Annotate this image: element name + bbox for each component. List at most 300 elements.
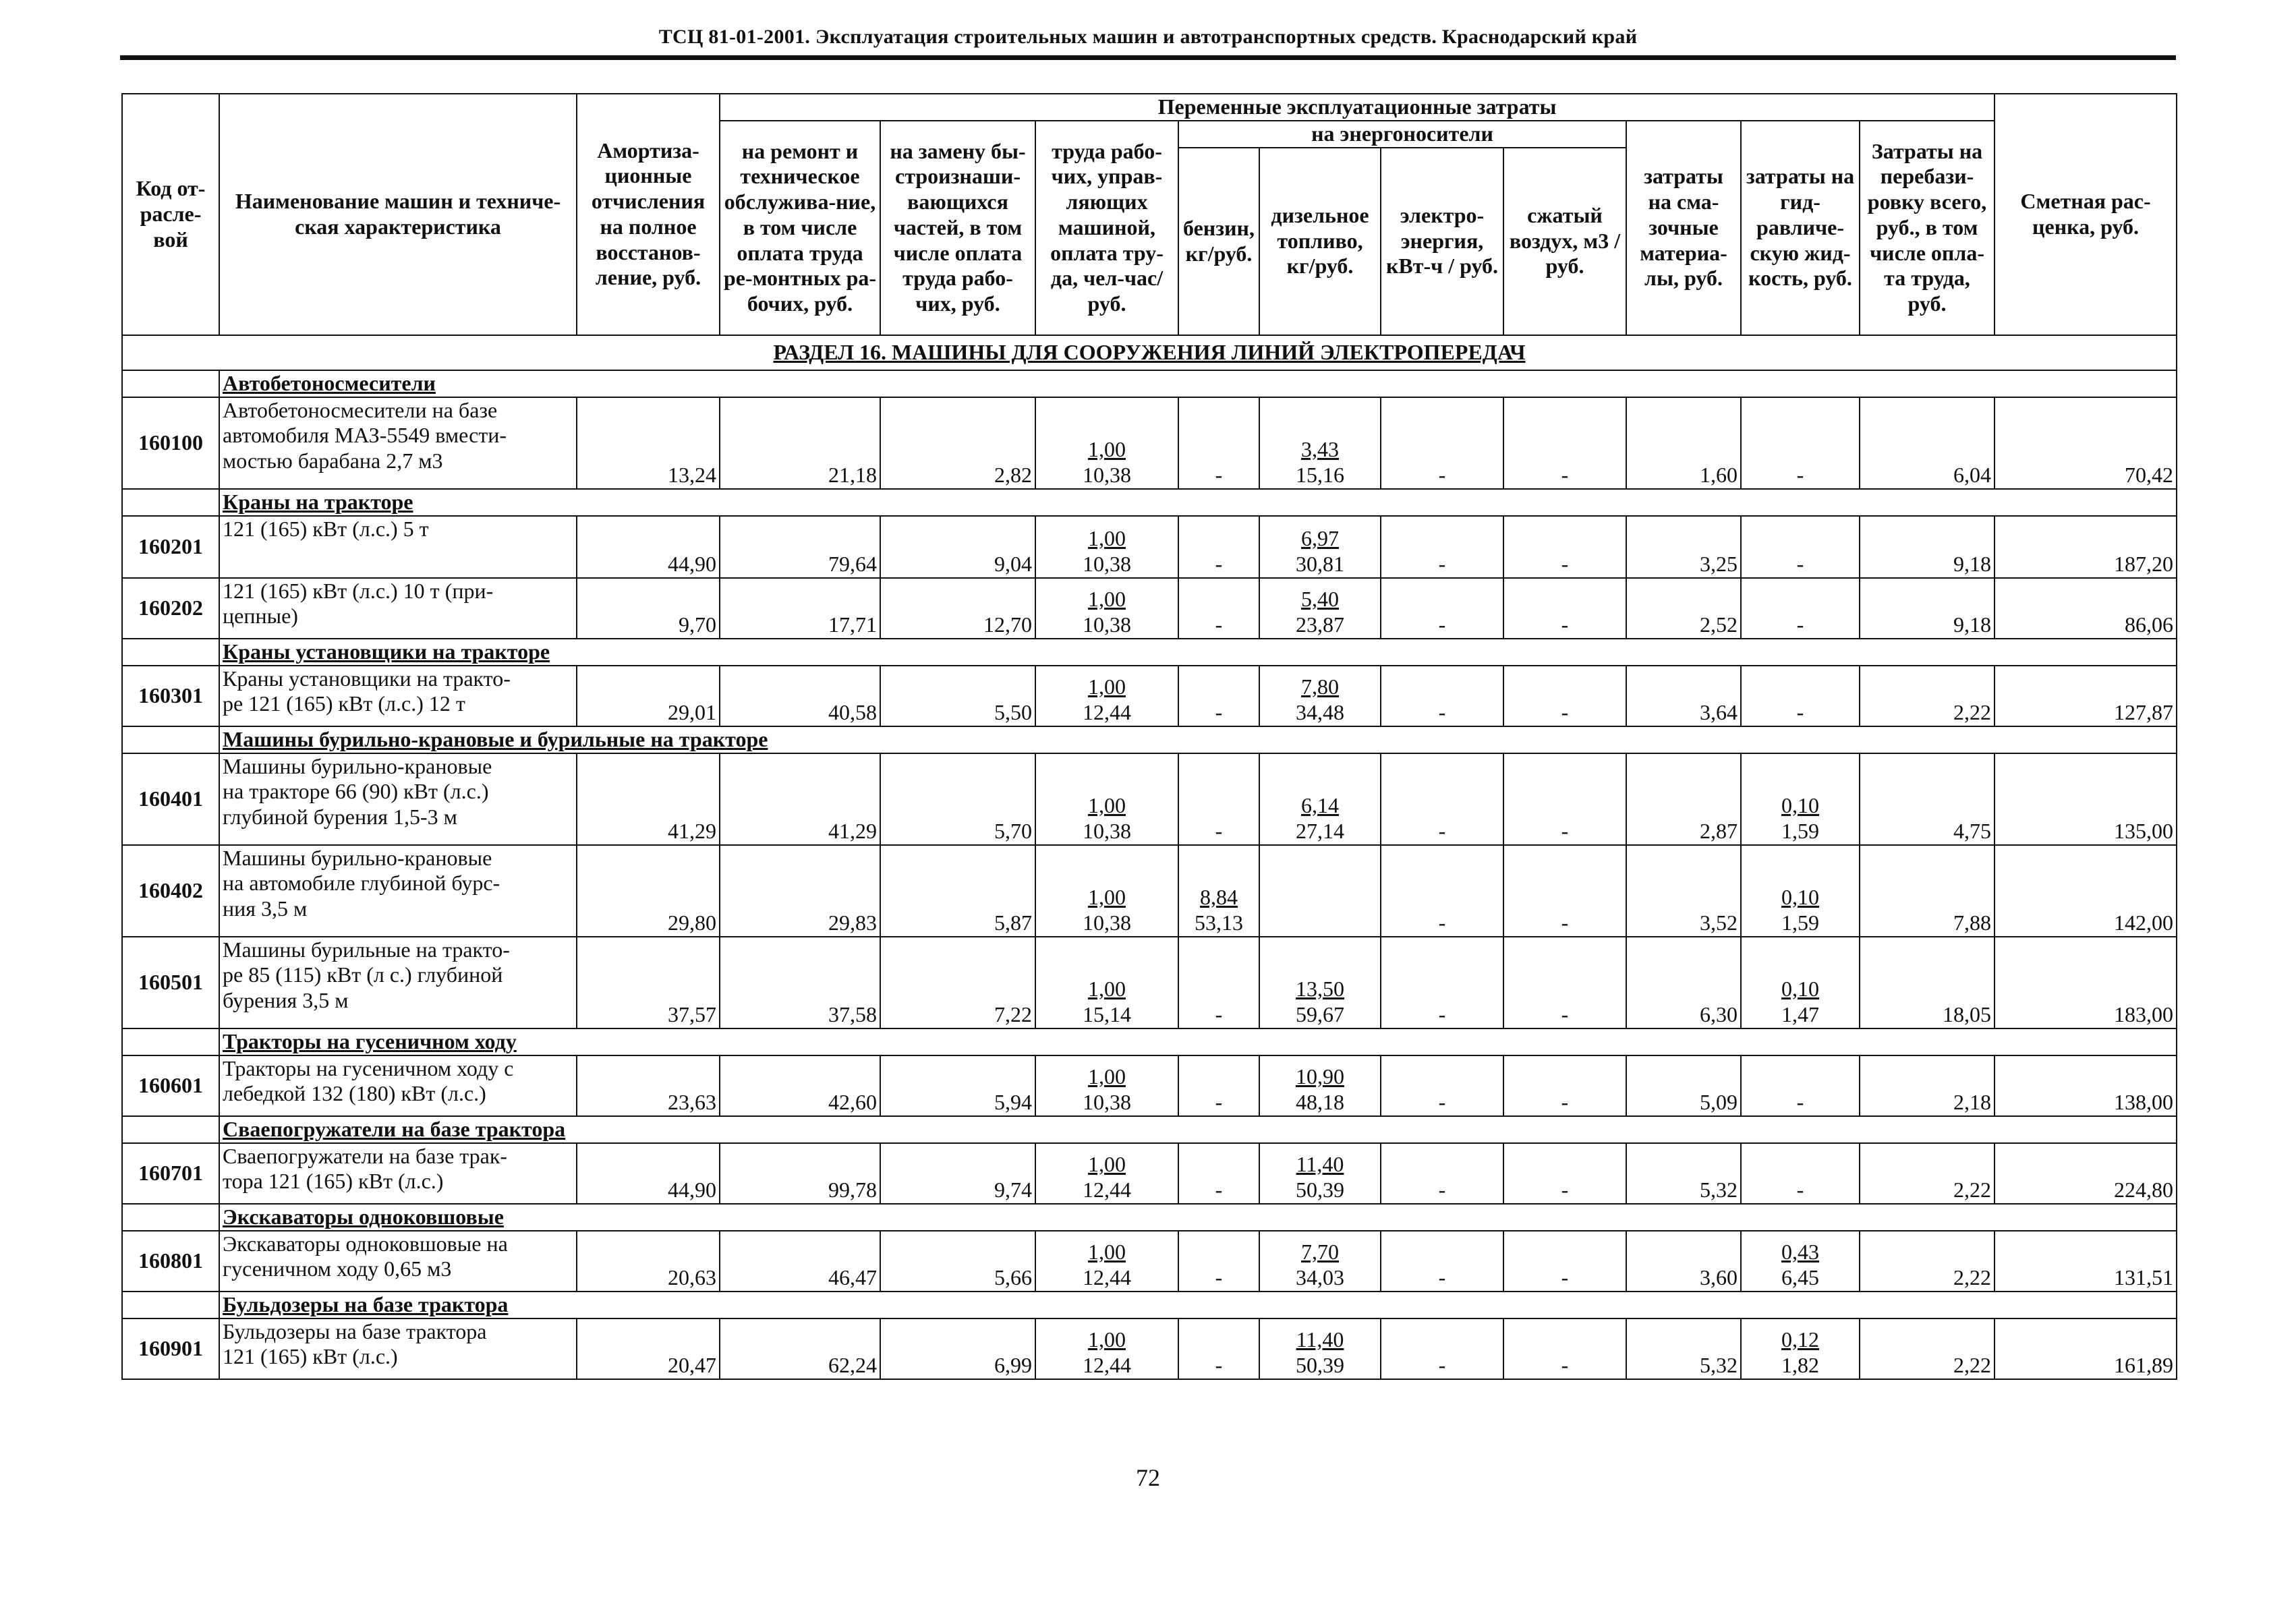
row-labor-cost: 10,38 bbox=[1083, 551, 1131, 576]
row-parts: 9,74 bbox=[880, 1143, 1035, 1204]
row-hydraulic-qty: 0,10 bbox=[1781, 977, 1819, 1001]
row-labor bbox=[1035, 578, 1178, 639]
row-labor-cost: 10,38 bbox=[1083, 612, 1131, 637]
group-row bbox=[122, 1204, 2177, 1231]
row-diesel bbox=[1259, 397, 1381, 489]
row-hydraulic bbox=[1741, 666, 1860, 726]
row-hydraulic-cost: 1,82 bbox=[1781, 1352, 1819, 1377]
row-lubricants: 5,32 bbox=[1626, 1143, 1741, 1204]
row-air: - bbox=[1503, 1318, 1626, 1379]
group-title: Тракторы на гусеничном ходу bbox=[219, 1028, 2177, 1055]
row-lubricants: 6,30 bbox=[1626, 937, 1741, 1028]
row-electric: - bbox=[1381, 1318, 1503, 1379]
row-hydraulic-cost: 1,47 bbox=[1781, 1002, 1819, 1026]
row-petrol-cost: - bbox=[1215, 551, 1223, 576]
row-air: - bbox=[1503, 397, 1626, 489]
row-name-line: мостью барабана 2,7 м3 bbox=[223, 448, 443, 473]
row-estimate: 138,00 bbox=[1994, 1055, 2177, 1116]
group-code-cell bbox=[122, 370, 219, 397]
col-header-labor: труда рабо-чих, управ-ляющих машиной, оплата тру-да, чел-час/руб. bbox=[1035, 121, 1178, 335]
row-diesel bbox=[1259, 666, 1381, 726]
row-labor bbox=[1035, 516, 1178, 578]
row-lubricants: 1,60 bbox=[1626, 397, 1741, 489]
row-lubricants: 3,64 bbox=[1626, 666, 1741, 726]
row-parts: 7,22 bbox=[880, 937, 1035, 1028]
row-labor-qty: 1,00 bbox=[1088, 526, 1126, 550]
row-relocation: 2,22 bbox=[1860, 1143, 1994, 1204]
row-diesel bbox=[1259, 578, 1381, 639]
row-hydraulic bbox=[1741, 1318, 1860, 1379]
row-code: 160801 bbox=[122, 1231, 219, 1292]
row-name-line: глубиной бурения 1,5-3 м bbox=[223, 805, 457, 829]
row-repair: 42,60 bbox=[720, 1055, 880, 1116]
row-parts: 6,99 bbox=[880, 1318, 1035, 1379]
row-name-line: ре 85 (115) кВт (л с.) глубиной bbox=[223, 962, 503, 987]
row-name bbox=[219, 516, 577, 578]
row-labor bbox=[1035, 937, 1178, 1028]
table-body bbox=[122, 335, 2177, 1379]
row-labor-cost: 10,38 bbox=[1083, 1089, 1131, 1114]
row-name-line: Бульдозеры на базе трактора bbox=[223, 1318, 487, 1343]
col-header-name: Наименование машин и техниче-ская характеристика bbox=[219, 94, 577, 335]
row-air: - bbox=[1503, 516, 1626, 578]
row-electric: - bbox=[1381, 578, 1503, 639]
row-lubricants: 2,87 bbox=[1626, 753, 1741, 845]
row-petrol-cost: - bbox=[1215, 699, 1223, 724]
row-labor-qty: 1,00 bbox=[1088, 1064, 1126, 1089]
row-petrol-cost: - bbox=[1215, 1089, 1223, 1114]
row-hydraulic bbox=[1741, 753, 1860, 845]
row-code: 160202 bbox=[122, 578, 219, 639]
row-repair: 46,47 bbox=[720, 1231, 880, 1292]
table-row bbox=[122, 397, 2177, 489]
row-parts: 12,70 bbox=[880, 578, 1035, 639]
row-hydraulic-cost: - bbox=[1796, 699, 1804, 724]
row-amortization: 9,70 bbox=[577, 578, 720, 639]
row-diesel-qty: 5,40 bbox=[1301, 587, 1339, 611]
row-parts: 2,82 bbox=[880, 397, 1035, 489]
row-electric: - bbox=[1381, 397, 1503, 489]
row-labor-qty: 1,00 bbox=[1088, 587, 1126, 611]
row-petrol-cost: - bbox=[1215, 1177, 1223, 1202]
row-air: - bbox=[1503, 1055, 1626, 1116]
row-diesel bbox=[1259, 1055, 1381, 1116]
row-hydraulic-cost: 6,45 bbox=[1781, 1265, 1819, 1289]
row-electric: - bbox=[1381, 1055, 1503, 1116]
row-labor bbox=[1035, 1143, 1178, 1204]
row-labor-cost: 10,38 bbox=[1083, 462, 1131, 487]
row-amortization: 13,24 bbox=[577, 397, 720, 489]
group-title: Экскаваторы одноковшовые bbox=[219, 1204, 2177, 1231]
row-petrol-cost: - bbox=[1215, 462, 1223, 487]
row-electric: - bbox=[1381, 937, 1503, 1028]
row-diesel-qty: 7,70 bbox=[1301, 1240, 1339, 1264]
row-hydraulic bbox=[1741, 1231, 1860, 1292]
table-row bbox=[122, 1318, 2177, 1379]
row-lubricants: 5,32 bbox=[1626, 1318, 1741, 1379]
row-diesel-qty: 11,40 bbox=[1296, 1327, 1344, 1352]
row-petrol-cost: - bbox=[1215, 1265, 1223, 1289]
col-header-repair: на ремонт и техническое обслужива-ние, в том числе оплата труда ре-монтных ра-бочих, руб. bbox=[720, 121, 880, 335]
row-amortization: 44,90 bbox=[577, 1143, 720, 1204]
row-relocation: 6,04 bbox=[1860, 397, 1994, 489]
table-row bbox=[122, 516, 2177, 578]
row-electric: - bbox=[1381, 1143, 1503, 1204]
row-diesel-qty: 6,14 bbox=[1301, 793, 1339, 817]
row-petrol bbox=[1178, 516, 1259, 578]
row-diesel bbox=[1259, 516, 1381, 578]
row-amortization: 41,29 bbox=[577, 753, 720, 845]
row-name-line: Машины бурильные на тракто- bbox=[223, 937, 510, 962]
row-name-line: 121 (165) кВт (л.с.) 10 т (при- bbox=[223, 578, 494, 603]
table-row bbox=[122, 1055, 2177, 1116]
row-lubricants: 3,52 bbox=[1626, 845, 1741, 937]
row-estimate: 224,80 bbox=[1994, 1143, 2177, 1204]
group-title: Сваепогружатели на базе трактора bbox=[219, 1116, 2177, 1143]
row-name bbox=[219, 666, 577, 726]
row-parts: 5,87 bbox=[880, 845, 1035, 937]
row-relocation: 18,05 bbox=[1860, 937, 1994, 1028]
col-header-lubricants: затраты на сма-зочные материа-лы, руб. bbox=[1626, 121, 1741, 335]
row-hydraulic bbox=[1741, 937, 1860, 1028]
row-petrol bbox=[1178, 937, 1259, 1028]
row-repair: 37,58 bbox=[720, 937, 880, 1028]
row-labor-qty: 1,00 bbox=[1088, 885, 1126, 909]
row-labor-cost: 12,44 bbox=[1083, 1352, 1131, 1377]
row-labor bbox=[1035, 666, 1178, 726]
row-diesel bbox=[1259, 1231, 1381, 1292]
table-row bbox=[122, 1143, 2177, 1204]
row-petrol-cost: 53,13 bbox=[1195, 910, 1243, 935]
row-code: 160301 bbox=[122, 666, 219, 726]
col-header-air: сжатый воздух, м3 / руб. bbox=[1503, 148, 1626, 335]
row-name bbox=[219, 1318, 577, 1379]
row-relocation: 9,18 bbox=[1860, 516, 1994, 578]
group-row bbox=[122, 370, 2177, 397]
row-relocation: 4,75 bbox=[1860, 753, 1994, 845]
row-petrol bbox=[1178, 1143, 1259, 1204]
row-name-line: Краны установщики на тракто- bbox=[223, 666, 511, 691]
row-labor bbox=[1035, 397, 1178, 489]
row-lubricants: 3,25 bbox=[1626, 516, 1741, 578]
row-name bbox=[219, 578, 577, 639]
row-estimate: 86,06 bbox=[1994, 578, 2177, 639]
row-parts: 5,50 bbox=[880, 666, 1035, 726]
row-labor bbox=[1035, 1231, 1178, 1292]
row-relocation: 9,18 bbox=[1860, 578, 1994, 639]
group-row bbox=[122, 726, 2177, 753]
row-labor-qty: 1,00 bbox=[1088, 977, 1126, 1001]
table-row bbox=[122, 845, 2177, 937]
row-hydraulic-cost: 1,59 bbox=[1781, 910, 1819, 935]
group-code-cell bbox=[122, 489, 219, 516]
row-name bbox=[219, 397, 577, 489]
group-code-cell bbox=[122, 726, 219, 753]
row-hydraulic bbox=[1741, 1055, 1860, 1116]
row-code: 160402 bbox=[122, 845, 219, 937]
col-header-estimate: Сметная рас-ценка, руб. bbox=[1994, 94, 2177, 335]
group-code-cell bbox=[122, 639, 219, 666]
row-repair: 21,18 bbox=[720, 397, 880, 489]
col-header-parts: на замену бы-строизнаши-вающихся частей, в том числе оплата труда рабо-чих, руб. bbox=[880, 121, 1035, 335]
row-repair: 40,58 bbox=[720, 666, 880, 726]
group-code-cell bbox=[122, 1204, 219, 1231]
row-amortization: 44,90 bbox=[577, 516, 720, 578]
row-labor-qty: 1,00 bbox=[1088, 1152, 1126, 1176]
row-diesel-cost: 30,81 bbox=[1296, 551, 1344, 576]
row-name-line: Автобетоносмесители на базе bbox=[223, 397, 498, 422]
header-rule bbox=[120, 55, 2176, 60]
row-name-line: бурения 3,5 м bbox=[223, 988, 349, 1012]
row-petrol bbox=[1178, 666, 1259, 726]
row-parts: 5,94 bbox=[880, 1055, 1035, 1116]
row-name-line: 121 (165) кВт (л.с.) 5 т bbox=[223, 516, 429, 541]
col-header-diesel: дизельное топливо, кг/руб. bbox=[1259, 148, 1381, 335]
row-repair: 62,24 bbox=[720, 1318, 880, 1379]
row-electric: - bbox=[1381, 516, 1503, 578]
row-amortization: 29,80 bbox=[577, 845, 720, 937]
row-hydraulic-cost: - bbox=[1796, 1089, 1804, 1114]
col-header-relocation: Затраты на перебази-ровку всего, руб., в том числе опла-та труда, руб. bbox=[1860, 121, 1994, 335]
row-parts: 5,70 bbox=[880, 753, 1035, 845]
row-code: 160601 bbox=[122, 1055, 219, 1116]
col-header-hydraulic: затраты на гид-равличе-скую жид-кость, руб. bbox=[1741, 121, 1860, 335]
row-air: - bbox=[1503, 1231, 1626, 1292]
group-row bbox=[122, 1028, 2177, 1055]
row-hydraulic-cost: - bbox=[1796, 1177, 1804, 1202]
row-diesel-cost: 50,39 bbox=[1296, 1177, 1344, 1202]
row-relocation: 2,18 bbox=[1860, 1055, 1994, 1116]
row-hydraulic-cost: - bbox=[1796, 551, 1804, 576]
col-header-electric: электро-энергия, кВт-ч / руб. bbox=[1381, 148, 1503, 335]
group-row bbox=[122, 1116, 2177, 1143]
row-hydraulic bbox=[1741, 397, 1860, 489]
row-petrol-cost: - bbox=[1215, 818, 1223, 843]
row-labor bbox=[1035, 1055, 1178, 1116]
row-electric: - bbox=[1381, 753, 1503, 845]
row-hydraulic-cost: 1,59 bbox=[1781, 818, 1819, 843]
table-row bbox=[122, 1231, 2177, 1292]
row-air: - bbox=[1503, 578, 1626, 639]
row-repair: 17,71 bbox=[720, 578, 880, 639]
row-amortization: 37,57 bbox=[577, 937, 720, 1028]
row-electric: - bbox=[1381, 1231, 1503, 1292]
row-repair: 99,78 bbox=[720, 1143, 880, 1204]
row-diesel bbox=[1259, 753, 1381, 845]
row-diesel-cost: 27,14 bbox=[1296, 818, 1344, 843]
row-petrol-cost: - bbox=[1215, 1002, 1223, 1026]
row-name-line: Экскаваторы одноковшовые на bbox=[223, 1231, 508, 1256]
row-labor-cost: 15,14 bbox=[1083, 1002, 1131, 1026]
row-petrol bbox=[1178, 753, 1259, 845]
group-title: Бульдозеры на базе трактора bbox=[219, 1292, 2177, 1318]
row-lubricants: 5,09 bbox=[1626, 1055, 1741, 1116]
row-diesel bbox=[1259, 1318, 1381, 1379]
row-amortization: 20,63 bbox=[577, 1231, 720, 1292]
row-electric: - bbox=[1381, 666, 1503, 726]
row-petrol bbox=[1178, 1318, 1259, 1379]
table-row bbox=[122, 666, 2177, 726]
row-name bbox=[219, 1143, 577, 1204]
row-name-line: Тракторы на гусеничном ходу с bbox=[223, 1055, 514, 1080]
row-name-line: гусеничном ходу 0,65 м3 bbox=[223, 1256, 452, 1281]
row-relocation: 2,22 bbox=[1860, 666, 1994, 726]
row-hydraulic-cost: - bbox=[1796, 462, 1804, 487]
row-labor bbox=[1035, 753, 1178, 845]
row-name-line: лебедкой 132 (180) кВт (л.с.) bbox=[223, 1081, 486, 1106]
row-hydraulic bbox=[1741, 578, 1860, 639]
table-row bbox=[122, 753, 2177, 845]
row-labor bbox=[1035, 845, 1178, 937]
row-name-line: автомобиля МАЗ-5549 вмести- bbox=[223, 423, 507, 448]
row-diesel-cost: 23,87 bbox=[1296, 612, 1344, 637]
col-header-variable-costs: Переменные эксплуатационные затраты bbox=[720, 94, 1994, 121]
group-title: Автобетоносмесители bbox=[219, 370, 2177, 397]
row-amortization: 23,63 bbox=[577, 1055, 720, 1116]
row-diesel-cost: 50,39 bbox=[1296, 1352, 1344, 1377]
row-diesel-qty: 10,90 bbox=[1296, 1064, 1344, 1089]
row-estimate: 161,89 bbox=[1994, 1318, 2177, 1379]
row-code: 160901 bbox=[122, 1318, 219, 1379]
row-labor-qty: 1,00 bbox=[1088, 674, 1126, 699]
row-diesel-qty: 7,80 bbox=[1301, 674, 1339, 699]
row-parts: 9,04 bbox=[880, 516, 1035, 578]
row-amortization: 29,01 bbox=[577, 666, 720, 726]
row-hydraulic bbox=[1741, 1143, 1860, 1204]
row-petrol bbox=[1178, 578, 1259, 639]
group-title: Краны на тракторе bbox=[219, 489, 2177, 516]
row-name-line: ния 3,5 м bbox=[223, 896, 308, 921]
row-parts: 5,66 bbox=[880, 1231, 1035, 1292]
group-code-cell bbox=[122, 1028, 219, 1055]
row-petrol bbox=[1178, 1231, 1259, 1292]
row-diesel-cost: 34,03 bbox=[1296, 1265, 1344, 1289]
row-repair: 29,83 bbox=[720, 845, 880, 937]
row-electric: - bbox=[1381, 845, 1503, 937]
row-estimate: 142,00 bbox=[1994, 845, 2177, 937]
row-labor-cost: 12,44 bbox=[1083, 699, 1131, 724]
group-title: Краны установщики на тракторе bbox=[219, 639, 2177, 666]
row-diesel bbox=[1259, 1143, 1381, 1204]
row-repair: 79,64 bbox=[720, 516, 880, 578]
row-petrol bbox=[1178, 845, 1259, 937]
row-lubricants: 3,60 bbox=[1626, 1231, 1741, 1292]
table-row bbox=[122, 578, 2177, 639]
row-name bbox=[219, 753, 577, 845]
row-name bbox=[219, 937, 577, 1028]
row-name-line: 121 (165) кВт (л.с.) bbox=[223, 1344, 398, 1369]
row-labor-cost: 12,44 bbox=[1083, 1177, 1131, 1202]
row-estimate: 183,00 bbox=[1994, 937, 2177, 1028]
row-name-line: на тракторе 66 (90) кВт (л.с.) bbox=[223, 779, 489, 804]
row-name bbox=[219, 845, 577, 937]
group-title: Машины бурильно-крановые и бурильные на тракторе bbox=[219, 726, 2177, 753]
row-estimate: 70,42 bbox=[1994, 397, 2177, 489]
row-diesel bbox=[1259, 937, 1381, 1028]
row-hydraulic-qty: 0,43 bbox=[1781, 1240, 1819, 1264]
row-name-line: ре 121 (165) кВт (л.с.) 12 т bbox=[223, 691, 465, 716]
row-estimate: 135,00 bbox=[1994, 753, 2177, 845]
row-hydraulic bbox=[1741, 845, 1860, 937]
row-lubricants: 2,52 bbox=[1626, 578, 1741, 639]
group-row bbox=[122, 639, 2177, 666]
row-diesel-cost: 59,67 bbox=[1296, 1002, 1344, 1026]
row-hydraulic bbox=[1741, 516, 1860, 578]
col-header-amortization: Амортиза-ционные отчисления на полное восстанов-ление, руб. bbox=[577, 94, 720, 335]
row-petrol bbox=[1178, 1055, 1259, 1116]
document-header: ТСЦ 81-01-2001. Эксплуатация строительных машин и автотранспортных средств. Краснодарский край bbox=[658, 26, 1638, 48]
row-hydraulic-qty: 0,10 bbox=[1781, 885, 1819, 909]
row-diesel-cost: 48,18 bbox=[1296, 1089, 1344, 1114]
row-name bbox=[219, 1055, 577, 1116]
row-labor-qty: 1,00 bbox=[1088, 437, 1126, 461]
row-estimate: 187,20 bbox=[1994, 516, 2177, 578]
row-code: 160701 bbox=[122, 1143, 219, 1204]
row-petrol-cost: - bbox=[1215, 612, 1223, 637]
row-code: 160201 bbox=[122, 516, 219, 578]
row-diesel bbox=[1259, 845, 1381, 937]
row-name-line: Сваепогружатели на базе трак- bbox=[223, 1143, 508, 1168]
group-row bbox=[122, 489, 2177, 516]
row-code: 160100 bbox=[122, 397, 219, 489]
row-name-line: цепные) bbox=[223, 604, 298, 629]
row-air: - bbox=[1503, 666, 1626, 726]
row-name-line: Машины бурильно-крановые bbox=[223, 845, 492, 870]
row-petrol bbox=[1178, 397, 1259, 489]
group-row bbox=[122, 1292, 2177, 1318]
col-header-petrol: бензин, кг/руб. bbox=[1178, 148, 1259, 335]
row-repair: 41,29 bbox=[720, 753, 880, 845]
row-air: - bbox=[1503, 753, 1626, 845]
row-petrol-cost: - bbox=[1215, 1352, 1223, 1377]
row-diesel-cost: 15,16 bbox=[1296, 462, 1344, 487]
row-name-line: тора 121 (165) кВт (л.с.) bbox=[223, 1169, 444, 1194]
row-code: 160401 bbox=[122, 753, 219, 845]
row-code: 160501 bbox=[122, 937, 219, 1028]
col-header-energy: на энергоносители bbox=[1178, 121, 1626, 148]
row-diesel-qty: 11,40 bbox=[1296, 1152, 1344, 1176]
row-amortization: 20,47 bbox=[577, 1318, 720, 1379]
row-diesel-qty: 13,50 bbox=[1296, 977, 1344, 1001]
row-relocation: 2,22 bbox=[1860, 1231, 1994, 1292]
row-hydraulic-qty: 0,10 bbox=[1781, 793, 1819, 817]
row-labor bbox=[1035, 1318, 1178, 1379]
section-title: РАЗДЕЛ 16. МАШИНЫ ДЛЯ СООРУЖЕНИЯ ЛИНИЙ ЭЛЕКТРОПЕРЕДАЧ bbox=[122, 335, 2177, 370]
row-air: - bbox=[1503, 937, 1626, 1028]
group-code-cell bbox=[122, 1292, 219, 1318]
row-air: - bbox=[1503, 845, 1626, 937]
row-labor-cost: 10,38 bbox=[1083, 910, 1131, 935]
row-estimate: 127,87 bbox=[1994, 666, 2177, 726]
row-petrol-qty: 8,84 bbox=[1200, 885, 1238, 909]
row-diesel-qty: 6,97 bbox=[1301, 526, 1339, 550]
rates-table bbox=[121, 93, 2177, 1380]
row-relocation: 7,88 bbox=[1860, 845, 1994, 937]
row-estimate: 131,51 bbox=[1994, 1231, 2177, 1292]
col-header-code: Код от-расле-вой bbox=[122, 94, 219, 335]
row-air: - bbox=[1503, 1143, 1626, 1204]
row-name-line: на автомобиле глубиной бурс- bbox=[223, 871, 500, 896]
row-diesel-cost: 34,48 bbox=[1296, 699, 1344, 724]
row-labor-qty: 1,00 bbox=[1088, 1240, 1126, 1264]
table-row bbox=[122, 937, 2177, 1028]
row-hydraulic-cost: - bbox=[1796, 612, 1804, 637]
row-labor-qty: 1,00 bbox=[1088, 793, 1126, 817]
row-name bbox=[219, 1231, 577, 1292]
row-labor-cost: 10,38 bbox=[1083, 818, 1131, 843]
row-labor-cost: 12,44 bbox=[1083, 1265, 1131, 1289]
row-name-line: Машины бурильно-крановые bbox=[223, 753, 492, 778]
